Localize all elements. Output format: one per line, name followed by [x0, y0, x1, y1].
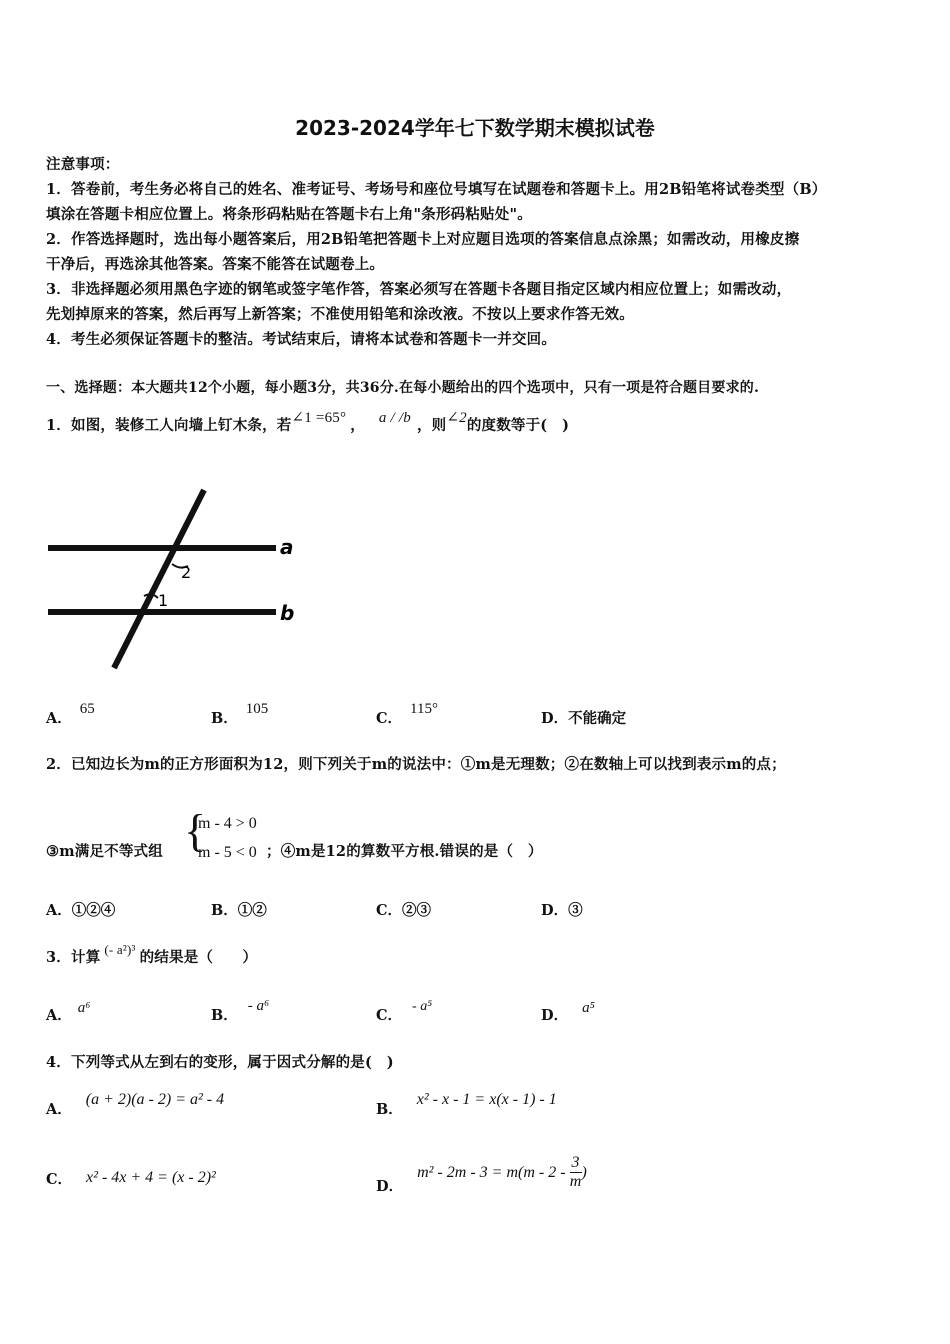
label-angle1: 1 [158, 591, 169, 610]
notice-line: 1．答卷前，考生务必将自己的姓名、准考证号、考场号和座位号填写在试题卷和答题卡上。用2B铅笔将试卷类型（B） [46, 181, 827, 198]
question-2-stem-tail: ；④m是12的算数平方根.错误的是（ ） [266, 843, 543, 860]
page-title: 2023-2024学年七下数学期末模拟试卷 [295, 116, 655, 140]
angle1-expr: ∠1 =65° [291, 410, 347, 426]
q2-option-a[interactable]: A．①②④ [46, 902, 116, 919]
question-1-stem: 1．如图，装修工人向墙上钉木条，若∠1 =65° ， a / /b ，则∠2的度数等于( ) [46, 410, 570, 434]
inequality-1: m - 4 > 0 [198, 815, 257, 832]
parallel-lines-figure [44, 484, 304, 674]
question-3-stem: 3．计算 (- a²)³ 的结果是（ ） [46, 942, 258, 966]
q1-option-a[interactable]: A．65 [46, 701, 95, 727]
q2-option-c[interactable]: C．②③ [376, 902, 432, 919]
parallel-expr: a / /b [378, 410, 411, 426]
notice-line: 3．非选择题必须用黑色字迹的钢笔或签字笔作答，答案必须写在答题卡各题目指定区域内相应位置上；如需改动， [46, 281, 792, 298]
q2-option-b[interactable]: B．①② [211, 902, 267, 919]
question-4-stem: 4．下列等式从左到右的变形，属于因式分解的是( ) [46, 1054, 394, 1071]
label-a: a [280, 535, 294, 559]
q3-option-b[interactable]: B．- a⁶ [211, 998, 270, 1024]
section-heading: 一、选择题：本大题共12个小题，每小题3分，共36分.在每小题给出的四个选项中，只有一项是符合题目要求的. [46, 380, 760, 396]
q1-option-d[interactable]: D．不能确定 [541, 710, 627, 727]
notice-line: 先划掉原来的答案，然后再写上新答案；不准使用铅笔和涂改液。不按以上要求作答无效。 [46, 306, 634, 323]
q3-expression: (- a²)³ [104, 942, 136, 957]
q2-option-d[interactable]: D．③ [541, 902, 583, 919]
question-2-stem: 2．已知边长为m的正方形面积为12，则下列关于m的说法中：①m是无理数；②在数轴上可以找到表示m的点； [46, 756, 786, 773]
q3-option-a[interactable]: A． a⁶ [46, 1000, 91, 1024]
q4-option-a[interactable]: A．(a + 2)(a - 2) = a² - 4 [46, 1091, 225, 1118]
inequality-brace: { [184, 805, 207, 856]
fraction: $\frac{3}{m}$ [569, 1154, 582, 1190]
label-angle2: 2 [181, 563, 192, 582]
angle2-expr: ∠2 [446, 410, 467, 426]
q3-option-d[interactable]: D． a⁵ [541, 1000, 595, 1024]
q4-option-b[interactable]: B．x² - x - 1 = x(x - 1) - 1 [376, 1091, 557, 1118]
notice-line: 4．考生必须保证答题卡的整洁。考试结束后，请将本试卷和答题卡一并交回。 [46, 331, 557, 348]
notice-heading: 注意事项： [46, 156, 120, 173]
notice-line: 填涂在答题卡相应位置上。将条形码粘贴在答题卡右上角"条形码粘贴处"。 [46, 206, 532, 223]
notice-line: 2．作答选择题时，选出每小题答案后，用2B铅笔把答题卡上对应题目选项的答案信息点涂黑；如需改动，用橡皮擦 [46, 231, 800, 248]
q4-option-d[interactable]: D．m² - 2m - 3 = m(m - 2 - $\frac{3}{m}$ ) [376, 1154, 587, 1195]
notice-line: 干净后，再选涂其他答案。答案不能答在试题卷上。 [46, 256, 385, 273]
q3-option-c[interactable]: C．- a⁵ [376, 999, 433, 1024]
q1-option-c[interactable]: C．115° [376, 701, 438, 727]
q1-option-b[interactable]: B．105 [211, 701, 269, 727]
question-2-stem-cont: ③m满足不等式组 [46, 843, 163, 860]
inequality-2: m - 5 < 0 [198, 844, 257, 861]
q4-option-c[interactable]: C． x² - 4x + 4 = (x - 2)² [46, 1169, 216, 1188]
label-b: b [280, 601, 295, 625]
